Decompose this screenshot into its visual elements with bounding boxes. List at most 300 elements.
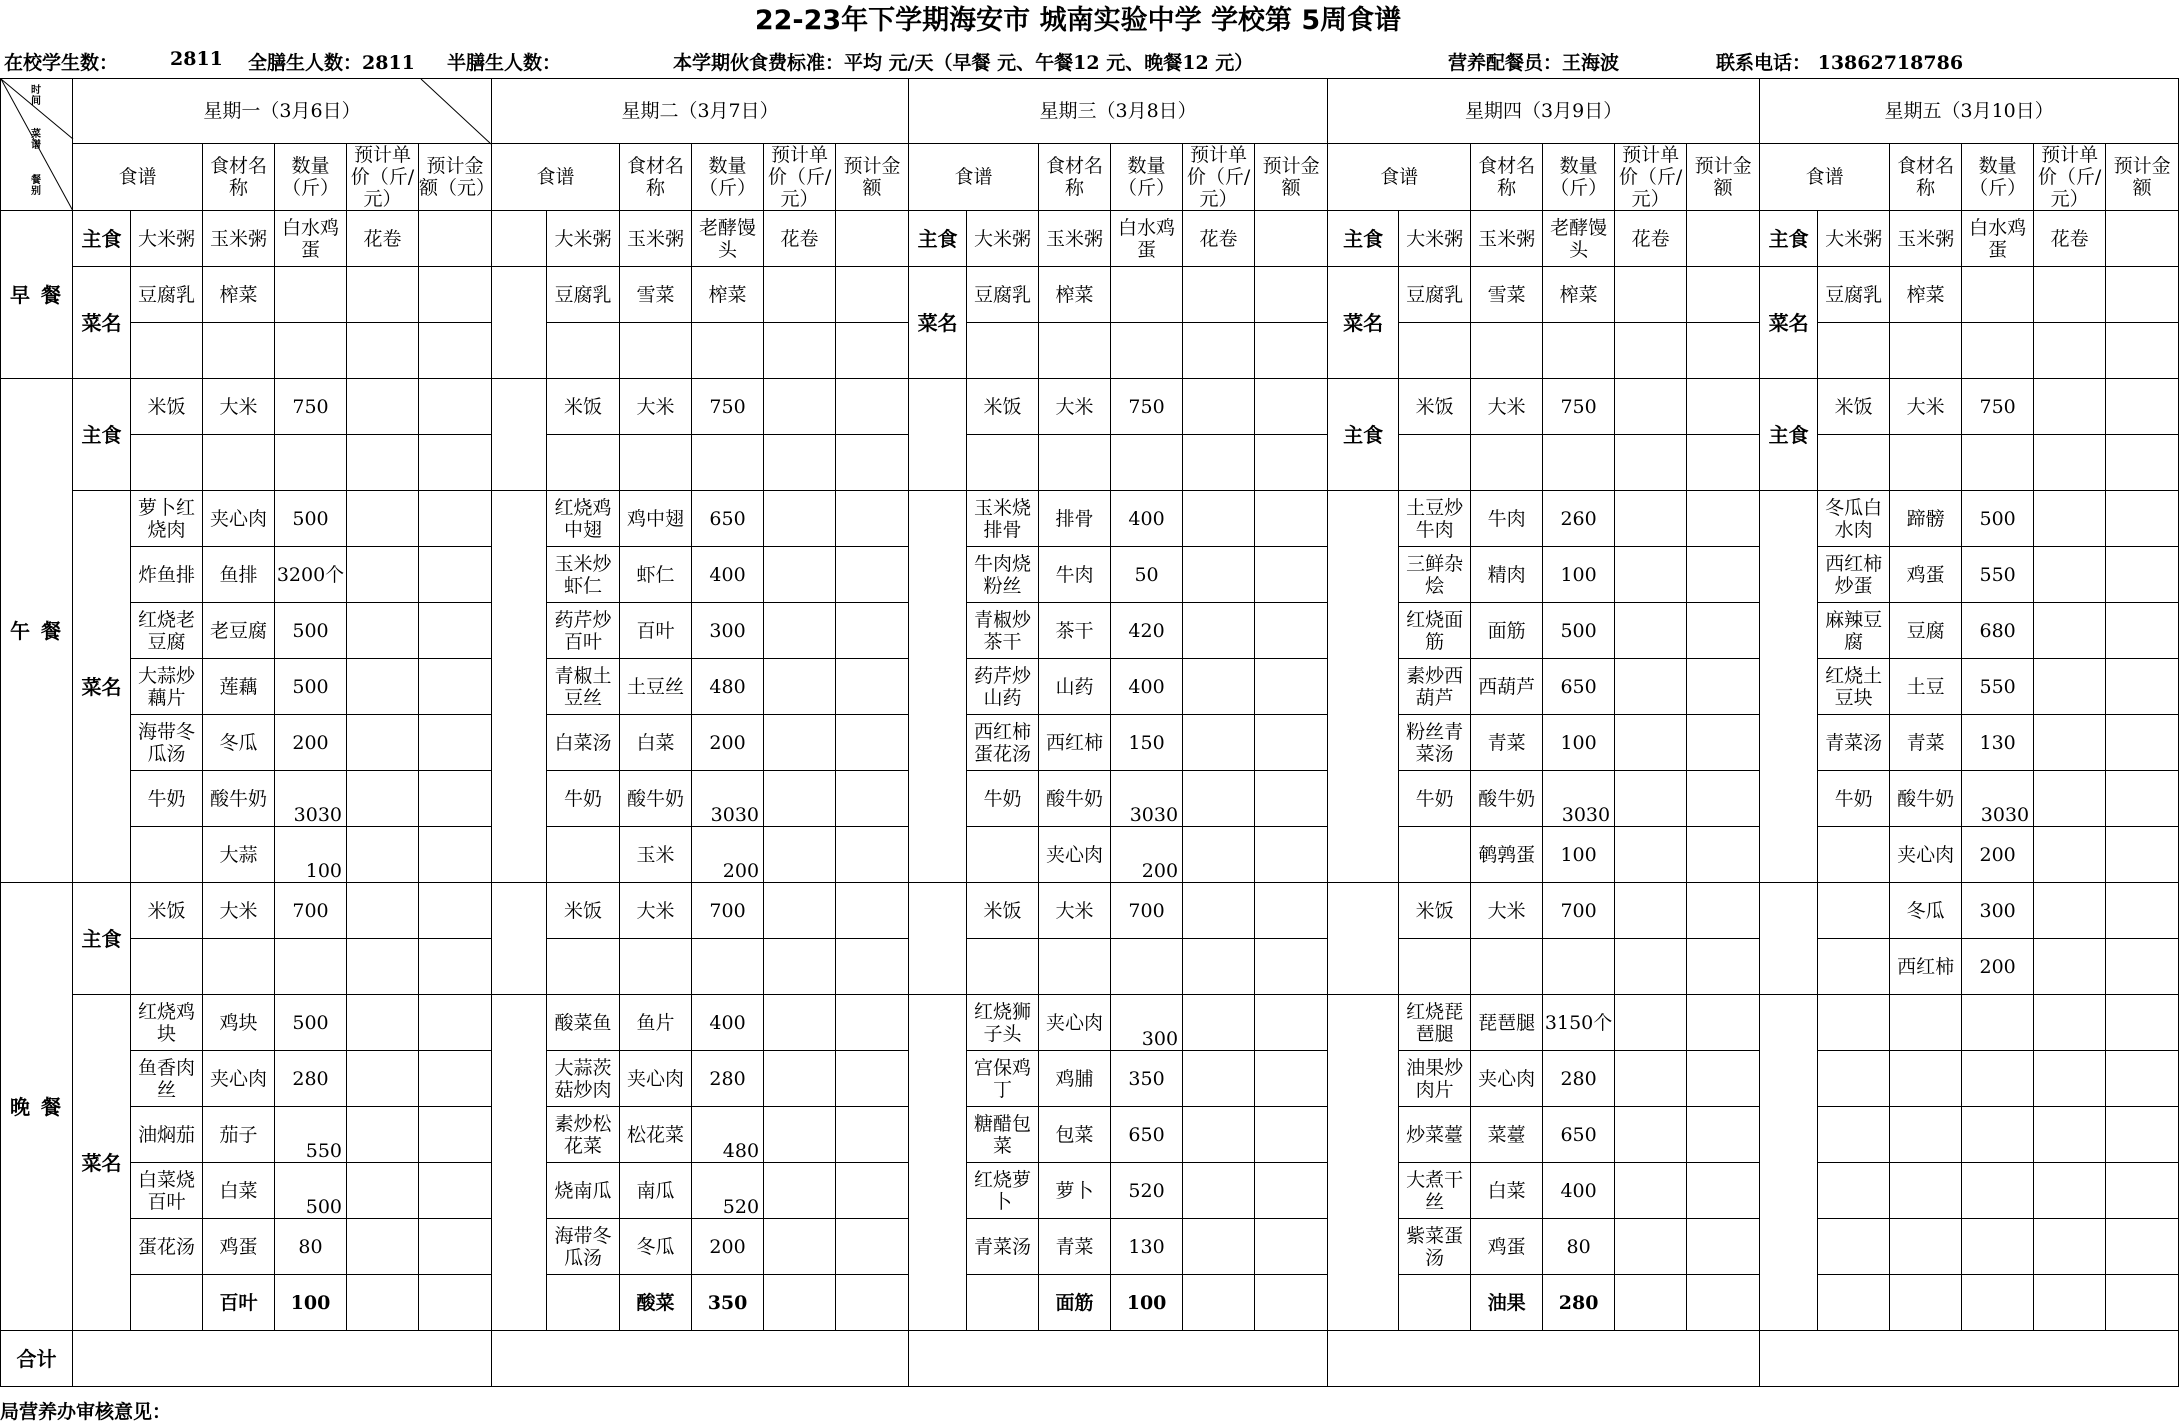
qty-cell: 3150个 <box>1543 995 1615 1051</box>
recipe-cell: 大米粥 <box>131 211 203 267</box>
ingredient-cell: 西红柿 <box>1890 939 1962 995</box>
ingredient-cell: 玉米粥 <box>203 211 275 267</box>
qty-cell: 260 <box>1543 491 1615 547</box>
ingredient-cell: 鹌鹑蛋 <box>1471 827 1543 883</box>
recipe-cell: 白菜汤 <box>547 715 620 771</box>
ingredient-cell: 冬瓜 <box>620 1219 692 1275</box>
price-cell <box>764 547 836 603</box>
recipe-cell: 红烧琵琶腿 <box>1399 995 1471 1051</box>
ingredient-cell: 菜薹 <box>1471 1107 1543 1163</box>
qty-cell: 100 <box>1543 547 1615 603</box>
amount-cell <box>2106 771 2179 827</box>
recipe-cell: 红烧萝卜 <box>967 1163 1039 1219</box>
recipe-cell <box>1818 1219 1890 1275</box>
recipe-cell <box>547 827 620 883</box>
amount-cell <box>1687 603 1760 659</box>
recipe-cell <box>1818 883 1890 939</box>
ingredient-cell: 玉米粥 <box>620 211 692 267</box>
recipe-cell: 药芹炒百叶 <box>547 603 620 659</box>
recipe-cell: 大煮干丝 <box>1399 1163 1471 1219</box>
recipe-cell: 大蒜茨菇炒肉 <box>547 1051 620 1107</box>
category-label <box>909 883 967 995</box>
fee-standard: 本学期伙食费标准：平均 元/天（早餐 元、午餐12 元、晚餐12 元） <box>673 52 1254 74</box>
amount-cell <box>1255 267 1328 323</box>
amount-cell <box>419 827 492 883</box>
ingredient-cell: 大米 <box>620 883 692 939</box>
price-cell <box>1183 939 1255 995</box>
price-cell <box>347 883 419 939</box>
qty-cell: 400 <box>692 547 764 603</box>
ingredient-cell: 酸牛奶 <box>1471 771 1543 827</box>
price-cell <box>764 1275 836 1331</box>
qty-cell: 200 <box>275 715 347 771</box>
ingredient-cell: 牛肉 <box>1039 547 1111 603</box>
amount-cell <box>419 771 492 827</box>
price-cell <box>2034 547 2106 603</box>
ingredient-cell: 冬瓜 <box>203 715 275 771</box>
total-cell <box>73 1331 492 1387</box>
meal-dinner: 晚 餐 <box>1 883 73 1331</box>
amount-cell <box>836 1051 909 1107</box>
price-cell <box>1183 995 1255 1051</box>
amount-cell <box>1255 827 1328 883</box>
amount-cell <box>1687 267 1760 323</box>
price-cell <box>1615 379 1687 435</box>
ingredient-cell: 青菜 <box>1471 715 1543 771</box>
qty-cell: 280 <box>1543 1051 1615 1107</box>
amount-cell <box>1255 939 1328 995</box>
category-label: 主食 <box>909 211 967 267</box>
recipe-cell: 牛奶 <box>967 771 1039 827</box>
qty-cell <box>692 435 764 491</box>
category-label: 主食 <box>1328 211 1399 267</box>
ingredient-cell <box>1471 939 1543 995</box>
recipe-cell <box>967 1275 1039 1331</box>
header-qty: 数量（斤） <box>1962 144 2034 211</box>
price-cell <box>347 1163 419 1219</box>
price-cell <box>347 659 419 715</box>
ingredient-cell: 酸牛奶 <box>620 771 692 827</box>
recipe-cell: 牛奶 <box>131 771 203 827</box>
recipe-cell: 西红柿蛋花汤 <box>967 715 1039 771</box>
ingredient-cell: 大米 <box>1039 379 1111 435</box>
qty-cell: 680 <box>1962 603 2034 659</box>
ingredient-cell: 酸牛奶 <box>1039 771 1111 827</box>
amount-cell <box>836 939 909 995</box>
amount-cell <box>2106 995 2179 1051</box>
ingredient-cell: 青菜 <box>1890 715 1962 771</box>
price-cell <box>2034 659 2106 715</box>
ingredient-cell: 鸡蛋 <box>1890 547 1962 603</box>
qty-cell: 200 <box>1962 827 2034 883</box>
recipe-cell <box>1818 1051 1890 1107</box>
amount-cell <box>2106 211 2179 267</box>
amount-cell <box>1687 939 1760 995</box>
recipe-cell <box>131 939 203 995</box>
qty-cell: 100 <box>1111 1275 1183 1331</box>
qty-cell: 榨菜 <box>692 267 764 323</box>
price-cell <box>1615 995 1687 1051</box>
qty-cell <box>1543 435 1615 491</box>
price-cell <box>2034 771 2106 827</box>
amount-cell <box>419 435 492 491</box>
category-label: 主食 <box>73 211 131 267</box>
amount-cell <box>1687 547 1760 603</box>
amount-cell <box>419 939 492 995</box>
header-price: 预计单价（斤/元） <box>2034 144 2106 211</box>
qty-cell: 500 <box>275 603 347 659</box>
header-qty: 数量（斤） <box>1111 144 1183 211</box>
recipe-cell: 炸鱼排 <box>131 547 203 603</box>
qty-cell: 350 <box>1111 1051 1183 1107</box>
amount-cell <box>836 771 909 827</box>
recipe-cell <box>1399 435 1471 491</box>
amount-cell <box>2106 379 2179 435</box>
ingredient-cell: 牛肉 <box>1471 491 1543 547</box>
header-qty: 数量（斤） <box>275 144 347 211</box>
total-cell <box>909 1331 1328 1387</box>
ingredient-cell: 冬瓜 <box>1890 883 1962 939</box>
amount-cell <box>1687 771 1760 827</box>
price-cell <box>2034 435 2106 491</box>
category-label: 菜名 <box>1328 267 1399 379</box>
amount-cell <box>1255 1051 1328 1107</box>
recipe-cell: 白菜烧百叶 <box>131 1163 203 1219</box>
amount-cell <box>419 883 492 939</box>
ingredient-cell: 排骨 <box>1039 491 1111 547</box>
qty-cell: 550 <box>275 1107 347 1163</box>
ingredient-cell: 鸡蛋 <box>203 1219 275 1275</box>
price-cell <box>764 267 836 323</box>
amount-cell <box>2106 659 2179 715</box>
header-ingredient: 食材名称 <box>1471 144 1543 211</box>
ingredient-cell: 茄子 <box>203 1107 275 1163</box>
recipe-cell: 酸菜鱼 <box>547 995 620 1051</box>
price-cell <box>347 491 419 547</box>
day-header-1: 星期二（3月7日） <box>492 79 909 144</box>
ingredient-cell: 鸡块 <box>203 995 275 1051</box>
contact-phone: 联系电话： 13862718786 <box>1716 52 1964 74</box>
header-ingredient: 食材名称 <box>1039 144 1111 211</box>
ingredient-cell <box>203 323 275 379</box>
amount-cell <box>836 267 909 323</box>
recipe-cell: 豆腐乳 <box>1399 267 1471 323</box>
recipe-cell: 米饭 <box>1399 883 1471 939</box>
category-label: 菜名 <box>1760 267 1818 379</box>
ingredient-cell <box>1890 1275 1962 1331</box>
ingredient-cell: 玉米 <box>620 827 692 883</box>
recipe-cell <box>547 939 620 995</box>
header-recipe: 食谱 <box>492 144 620 211</box>
ingredient-cell: 萝卜 <box>1039 1163 1111 1219</box>
price-cell <box>764 1163 836 1219</box>
amount-cell <box>419 1219 492 1275</box>
ingredient-cell: 鱼片 <box>620 995 692 1051</box>
ingredient-cell: 酸菜 <box>620 1275 692 1331</box>
recipe-cell: 三鲜杂烩 <box>1399 547 1471 603</box>
day-header-mon <box>73 79 492 144</box>
amount-cell <box>1255 435 1328 491</box>
day-header-3: 星期四（3月9日） <box>1328 79 1760 144</box>
ingredient-cell <box>1039 435 1111 491</box>
recipe-cell: 麻辣豆腐 <box>1818 603 1890 659</box>
full-board-count: 全膳生人数：2811 <box>248 52 415 74</box>
amount-cell <box>2106 1051 2179 1107</box>
recipe-cell: 米饭 <box>131 883 203 939</box>
total-cell <box>1760 1331 2179 1387</box>
recipe-cell: 炒菜薹 <box>1399 1107 1471 1163</box>
qty-cell: 130 <box>1111 1219 1183 1275</box>
ingredient-cell: 白菜 <box>1471 1163 1543 1219</box>
price-cell <box>1183 547 1255 603</box>
amount-cell <box>419 323 492 379</box>
recipe-cell: 粉丝青菜汤 <box>1399 715 1471 771</box>
ingredient-cell <box>1890 1219 1962 1275</box>
amount-cell <box>2106 939 2179 995</box>
recipe-cell: 素炒西葫芦 <box>1399 659 1471 715</box>
category-label: 主食 <box>1760 211 1818 267</box>
amount-cell <box>419 1051 492 1107</box>
qty-cell <box>1962 267 2034 323</box>
qty-cell <box>275 323 347 379</box>
header-amount: 预计金额 <box>836 144 909 211</box>
ingredient-cell: 大米 <box>620 379 692 435</box>
ingredient-cell: 玉米粥 <box>1471 211 1543 267</box>
qty-cell: 200 <box>1962 939 2034 995</box>
price-cell <box>764 491 836 547</box>
qty-cell <box>1962 323 2034 379</box>
ingredient-cell: 大米 <box>1471 883 1543 939</box>
recipe-cell <box>967 827 1039 883</box>
category-label: 菜名 <box>73 995 131 1331</box>
price-cell <box>2034 379 2106 435</box>
amount-cell <box>2106 491 2179 547</box>
price-cell <box>1615 939 1687 995</box>
ingredient-cell: 山药 <box>1039 659 1111 715</box>
price-cell <box>1615 1275 1687 1331</box>
recipe-cell <box>967 939 1039 995</box>
qty-cell <box>275 267 347 323</box>
header-price: 预计单价（斤/元） <box>347 144 419 211</box>
price-cell <box>764 659 836 715</box>
price-cell <box>347 827 419 883</box>
qty-cell: 白水鸡蛋 <box>1962 211 2034 267</box>
price-cell <box>764 883 836 939</box>
recipe-cell: 米饭 <box>547 379 620 435</box>
price-cell <box>1183 771 1255 827</box>
ingredient-cell: 大米 <box>203 883 275 939</box>
category-label <box>492 995 547 1331</box>
price-cell <box>1615 603 1687 659</box>
recipe-cell: 米饭 <box>967 883 1039 939</box>
category-label: 菜名 <box>909 267 967 379</box>
qty-cell: 400 <box>1543 1163 1615 1219</box>
amount-cell <box>419 1275 492 1331</box>
qty-cell <box>692 323 764 379</box>
ingredient-cell: 百叶 <box>620 603 692 659</box>
category-label <box>909 491 967 883</box>
amount-cell <box>1687 379 1760 435</box>
amount-cell <box>2106 1219 2179 1275</box>
price-cell <box>764 771 836 827</box>
qty-cell: 650 <box>692 491 764 547</box>
price-cell <box>347 323 419 379</box>
amount-cell <box>836 1275 909 1331</box>
ingredient-cell: 大米 <box>1471 379 1543 435</box>
corner-time: 时间 <box>31 85 41 107</box>
ingredient-cell: 雪菜 <box>620 267 692 323</box>
amount-cell <box>836 379 909 435</box>
ingredient-cell: 大米 <box>1890 379 1962 435</box>
qty-cell: 老酵馒头 <box>692 211 764 267</box>
amount-cell <box>836 715 909 771</box>
qty-cell <box>1962 435 2034 491</box>
price-cell <box>1615 491 1687 547</box>
price-cell <box>2034 939 2106 995</box>
amount-cell <box>1687 1219 1760 1275</box>
ingredient-cell <box>1890 435 1962 491</box>
amount-cell <box>1687 883 1760 939</box>
ingredient-cell: 玉米粥 <box>1039 211 1111 267</box>
ingredient-cell <box>620 323 692 379</box>
category-label: 菜名 <box>73 267 131 379</box>
recipe-cell: 米饭 <box>1818 379 1890 435</box>
ingredient-cell <box>1039 323 1111 379</box>
qty-cell: 100 <box>275 827 347 883</box>
amount-cell <box>419 211 492 267</box>
ingredient-cell: 榨菜 <box>203 267 275 323</box>
qty-cell: 750 <box>275 379 347 435</box>
amount-cell <box>419 267 492 323</box>
students-label: 在校学生数： <box>4 52 119 74</box>
amount-cell <box>1687 715 1760 771</box>
recipe-cell: 大蒜炒藕片 <box>131 659 203 715</box>
qty-cell: 400 <box>1111 491 1183 547</box>
amount-cell <box>836 323 909 379</box>
qty-cell: 700 <box>275 883 347 939</box>
qty-cell: 200 <box>1111 827 1183 883</box>
price-cell <box>2034 491 2106 547</box>
ingredient-cell: 白菜 <box>203 1163 275 1219</box>
amount-cell <box>1687 827 1760 883</box>
qty-cell <box>1962 1219 2034 1275</box>
category-label: 主食 <box>73 379 131 491</box>
price-cell <box>1183 491 1255 547</box>
recipe-cell: 青菜汤 <box>1818 715 1890 771</box>
amount-cell <box>1255 603 1328 659</box>
category-label <box>492 379 547 491</box>
price-cell <box>764 323 836 379</box>
price-cell <box>1183 827 1255 883</box>
qty-cell <box>1962 995 2034 1051</box>
recipe-cell: 烧南瓜 <box>547 1163 620 1219</box>
header-ingredient: 食材名称 <box>203 144 275 211</box>
amount-cell <box>2106 1107 2179 1163</box>
recipe-cell: 冬瓜白水肉 <box>1818 491 1890 547</box>
qty-cell: 100 <box>1543 827 1615 883</box>
amount-cell <box>1255 491 1328 547</box>
recipe-cell: 海带冬瓜汤 <box>547 1219 620 1275</box>
recipe-cell: 玉米烧排骨 <box>967 491 1039 547</box>
amount-cell <box>1255 883 1328 939</box>
recipe-cell: 红烧狮子头 <box>967 995 1039 1051</box>
recipe-cell <box>1399 323 1471 379</box>
corner-recipe: 菜谱 <box>31 129 41 151</box>
price-cell <box>347 995 419 1051</box>
ingredient-cell: 鸡中翅 <box>620 491 692 547</box>
recipe-cell: 宫保鸡丁 <box>967 1051 1039 1107</box>
price-cell <box>2034 715 2106 771</box>
qty-cell: 280 <box>275 1051 347 1107</box>
ingredient-cell: 鱼排 <box>203 547 275 603</box>
amount-cell <box>2106 1163 2179 1219</box>
ingredient-cell: 夹心肉 <box>1039 995 1111 1051</box>
ingredient-cell: 土豆 <box>1890 659 1962 715</box>
amount-cell <box>836 435 909 491</box>
header-recipe: 食谱 <box>73 144 203 211</box>
menu-table <box>0 78 2179 1387</box>
price-cell <box>1183 1275 1255 1331</box>
category-label: 菜名 <box>73 491 131 883</box>
qty-cell: 500 <box>275 659 347 715</box>
ingredient-cell: 老豆腐 <box>203 603 275 659</box>
qty-cell <box>1962 1107 2034 1163</box>
recipe-cell: 青菜汤 <box>967 1219 1039 1275</box>
amount-cell <box>2106 1275 2179 1331</box>
category-label <box>1328 491 1399 883</box>
price-cell <box>1183 715 1255 771</box>
amount-cell <box>836 211 909 267</box>
price-cell <box>2034 1107 2106 1163</box>
recipe-cell: 米饭 <box>131 379 203 435</box>
recipe-cell: 牛奶 <box>1818 771 1890 827</box>
category-label: 主食 <box>73 883 131 995</box>
qty-cell: 500 <box>275 995 347 1051</box>
ingredient-cell: 夹心肉 <box>203 1051 275 1107</box>
qty-cell: 520 <box>1111 1163 1183 1219</box>
price-cell <box>1615 1107 1687 1163</box>
recipe-cell <box>1818 435 1890 491</box>
price-cell <box>764 995 836 1051</box>
price-cell <box>347 267 419 323</box>
recipe-cell: 大米粥 <box>967 211 1039 267</box>
recipe-cell <box>131 1275 203 1331</box>
price-cell <box>1183 323 1255 379</box>
recipe-cell: 牛肉烧粉丝 <box>967 547 1039 603</box>
price-cell <box>2034 323 2106 379</box>
category-label <box>492 211 547 267</box>
qty-cell: 700 <box>1543 883 1615 939</box>
amount-cell <box>836 547 909 603</box>
price-cell <box>764 1051 836 1107</box>
header-amount: 预计金额（元） <box>419 144 492 211</box>
qty-cell <box>275 435 347 491</box>
category-label: 主食 <box>1760 379 1818 491</box>
recipe-cell <box>1818 995 1890 1051</box>
qty-cell: 300 <box>692 603 764 659</box>
price-cell <box>2034 1219 2106 1275</box>
recipe-cell <box>1399 827 1471 883</box>
ingredient-cell <box>1471 323 1543 379</box>
amount-cell <box>419 1163 492 1219</box>
price-cell <box>1183 379 1255 435</box>
price-cell <box>1183 603 1255 659</box>
qty-cell <box>1543 939 1615 995</box>
header-price: 预计单价（斤/元） <box>764 144 836 211</box>
ingredient-cell <box>1890 1163 1962 1219</box>
price-cell <box>2034 1275 2106 1331</box>
amount-cell <box>419 1107 492 1163</box>
